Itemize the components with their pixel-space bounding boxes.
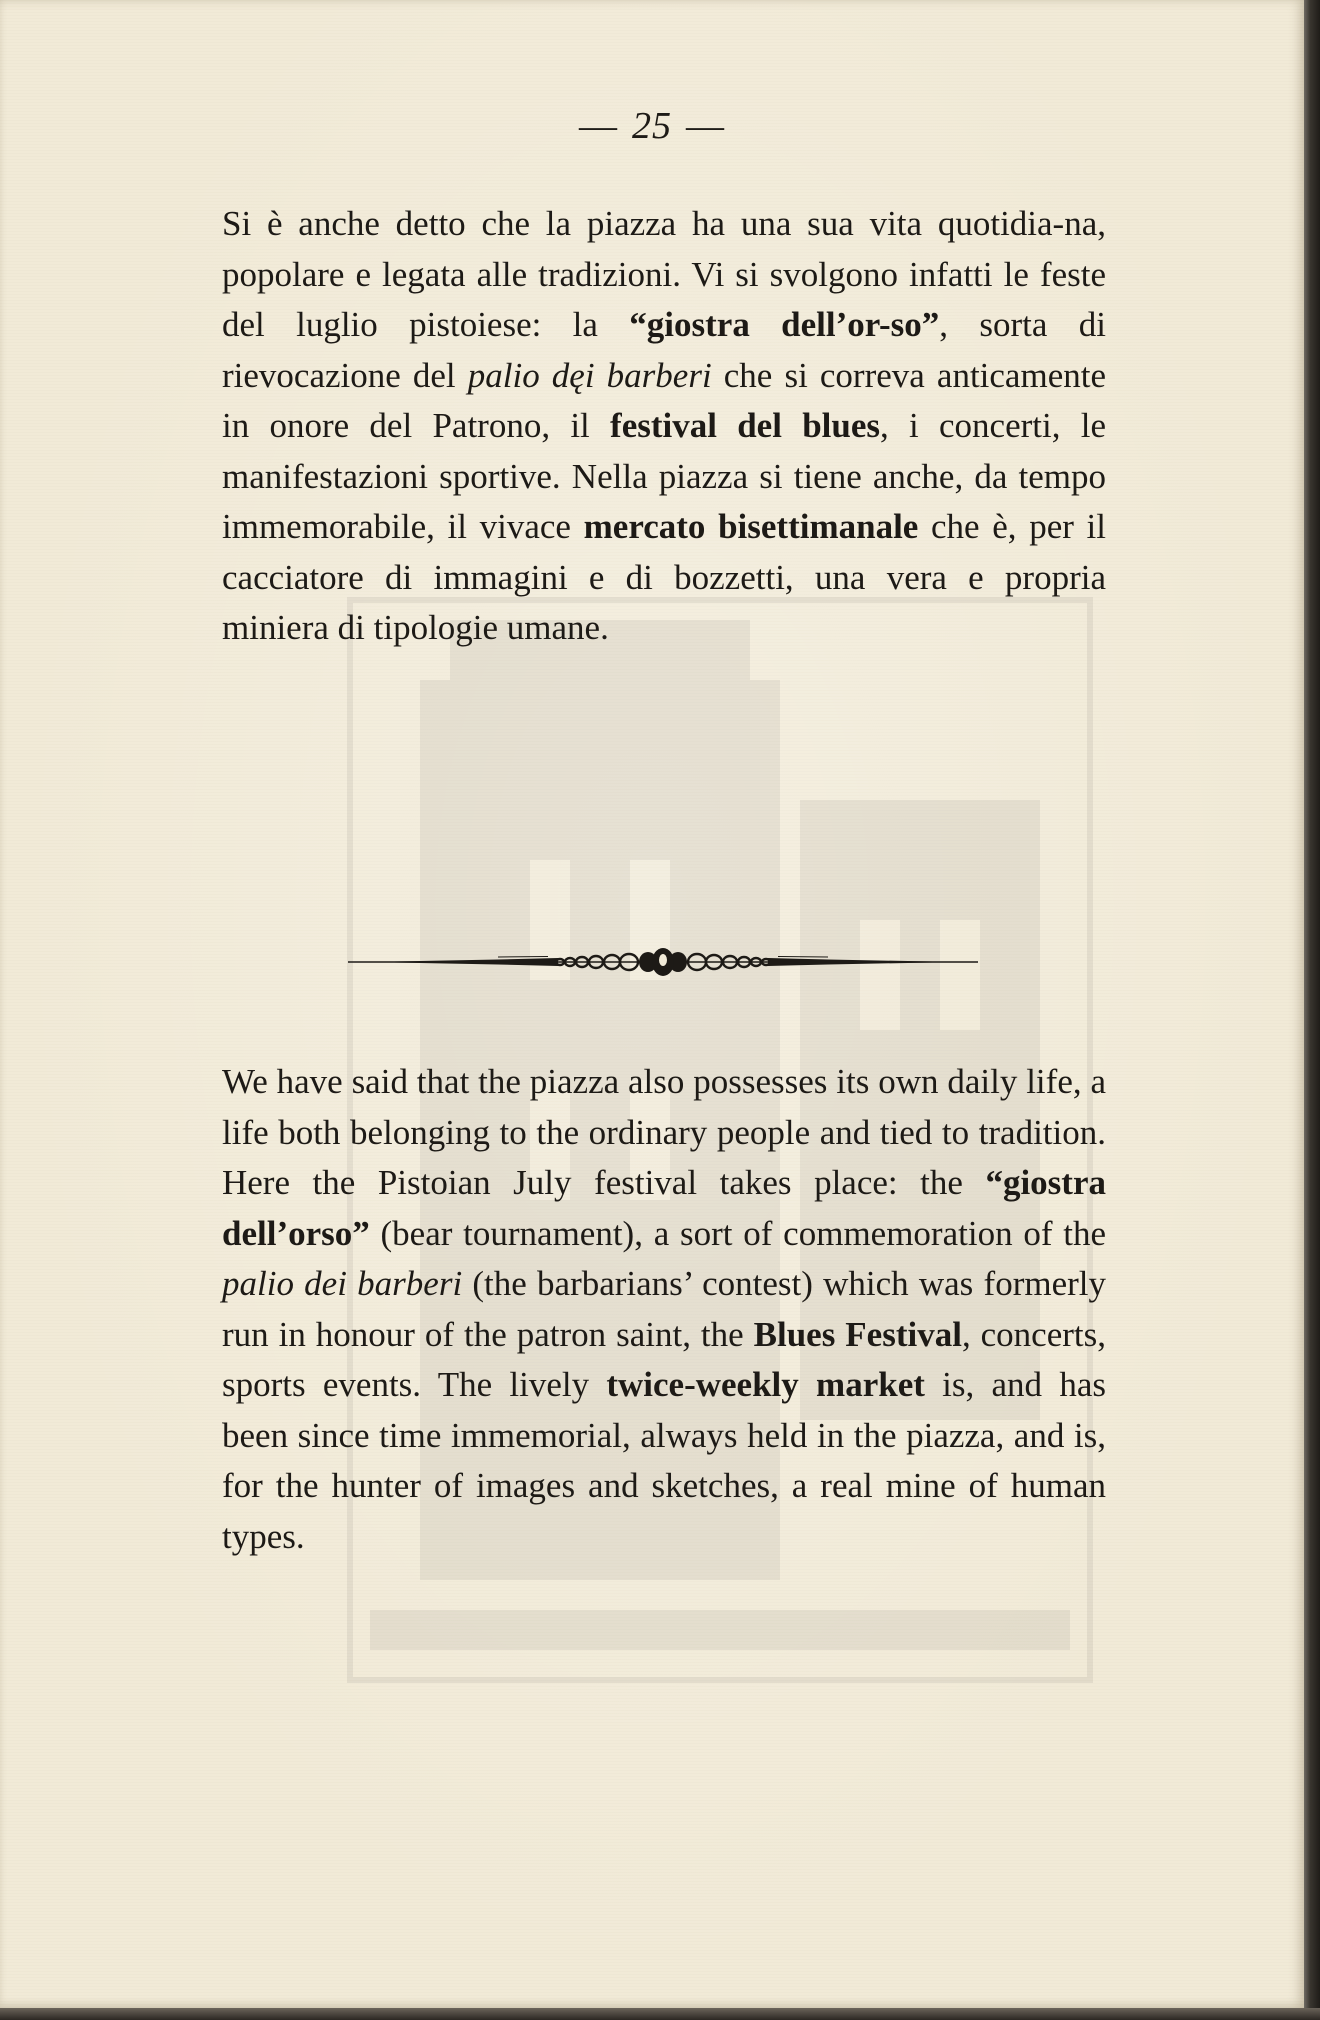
- italian-text-5: che è, per il cacciatore di immagini e di bozzetti, una vera e propria miniera di tipologie umane.: [222, 507, 1106, 647]
- italian-text-2: , sorta di rievocazione del: [222, 305, 1106, 395]
- book-edge-right: [1304, 0, 1320, 2020]
- english-bold-blues: Blues Festival: [753, 1314, 962, 1354]
- italian-italic-palio: palio dęi barberi: [467, 355, 712, 395]
- italian-text-1: Si è anche detto che la piazza ha una sua vita quotidia-na, popolare e legata alle tradizioni. Vi si svolgono infatti le feste del luglio pistoiese: la: [222, 204, 1106, 344]
- italian-text-3: che si correva anticamente in onore del Patrono, il: [222, 355, 1106, 445]
- english-bold-market: twice-weekly market: [606, 1365, 925, 1404]
- english-text-5: is, and has been since time immemorial, always held in the piazza, and is, for the hunter of images and sketches, a real mine of human types.: [222, 1365, 1106, 1556]
- folio-dash-right: —: [686, 105, 725, 147]
- folio-dash-left: —: [579, 105, 618, 147]
- english-text-3: (the barbarians’ contest) which was formerly run in honour of the patron saint, the: [222, 1264, 1106, 1354]
- folio-number: 25: [632, 105, 672, 147]
- english-text-1: We have said that the piazza also possesses its own daily life, a life both belonging to the ordinary people and tied to tradition. Here the Pistoian July festival takes place: the: [222, 1062, 1106, 1202]
- book-edge-bottom: [0, 2008, 1320, 2020]
- english-italic-palio: palio dei barberi: [222, 1264, 463, 1303]
- italian-bold-festival: festival del blues: [610, 406, 881, 445]
- english-text-2: (bear tournament), a sort of commemoration of the: [369, 1213, 1106, 1253]
- italian-paragraph: [222, 199, 1106, 654]
- divider-ornament-icon: [348, 944, 978, 980]
- english-text-4: , concerts, sports events. The lively: [222, 1314, 1106, 1404]
- italian-text-4: , i concerti, le manifestazioni sportive. Nella piazza si tiene anche, da tempo immemorabile, il vivace: [222, 406, 1106, 546]
- italian-bold-mercato: mercato bisettimanale: [583, 507, 919, 546]
- english-paragraph: [222, 1057, 1106, 1562]
- english-bold-giostra: “giostra dell’orso”: [222, 1163, 1106, 1253]
- italian-bold-giostra: “giostra dell’or-so”: [629, 305, 940, 344]
- page-number: [0, 104, 1304, 148]
